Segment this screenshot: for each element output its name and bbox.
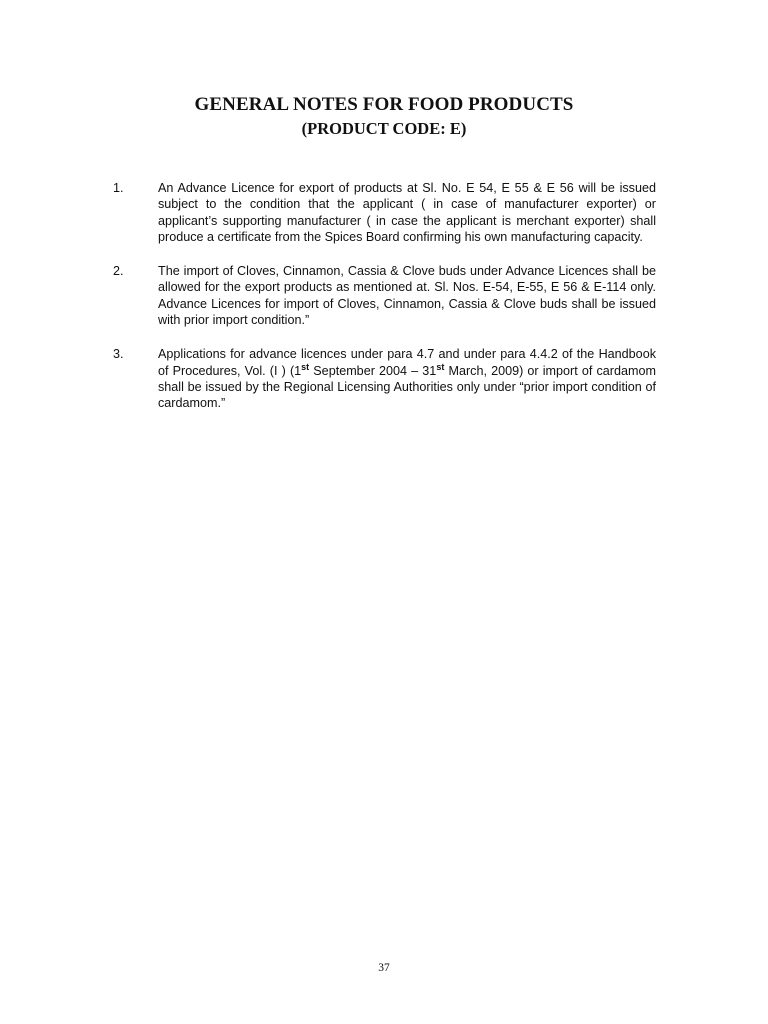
note-number: 3. xyxy=(113,347,124,362)
note-text: An Advance Licence for export of products at Sl. No. E 54, E 55 & E 56 will be issued subject to the condition that the applicant ( in case of manufacturer exporter) or applicant’s supporting manufacturer ( in case the applicant is merchant exporter) shall produce a certificate from the Spices Board confirming his own manufacturing capacity. xyxy=(158,181,656,244)
note-text-part: September 2004 – 31 xyxy=(309,363,437,378)
general-notes-list xyxy=(113,180,656,430)
note-text xyxy=(158,346,656,411)
note-item-1 xyxy=(113,180,656,245)
note-number: 2. xyxy=(113,264,124,279)
ordinal-superscript: st xyxy=(301,361,310,372)
note-number: 1. xyxy=(113,181,124,195)
note-item-2 xyxy=(113,263,656,328)
note-text-part: Applications for advance licences under para 4.7 and under para 4.4.2 of the Handbook of Procedures, Vol. (I ) (1 xyxy=(158,347,656,378)
page-title: GENERAL NOTES FOR FOOD PRODUCTS xyxy=(194,94,574,115)
ordinal-superscript: st xyxy=(436,361,445,372)
note-text-part: March, 2009) or import of cardamom shall be issued by the Regional Licensing Authorities only under “prior import condition of cardamom.” xyxy=(158,363,656,411)
note-item-3 xyxy=(113,346,656,411)
page-number: 37 xyxy=(378,962,390,974)
note-text: The import of Cloves, Cinnamon, Cassia & Clove buds under Advance Licences shall be allowed for the export products as mentioned at. Sl. Nos. E-54, E-55, E 56 & E-114 only. Advance Licences for import of Cloves, Cinnamon, Cassia & Clove buds shall be issued with prior import condition.” xyxy=(158,264,656,328)
product-code-subtitle: (PRODUCT CODE: E) xyxy=(301,119,467,138)
